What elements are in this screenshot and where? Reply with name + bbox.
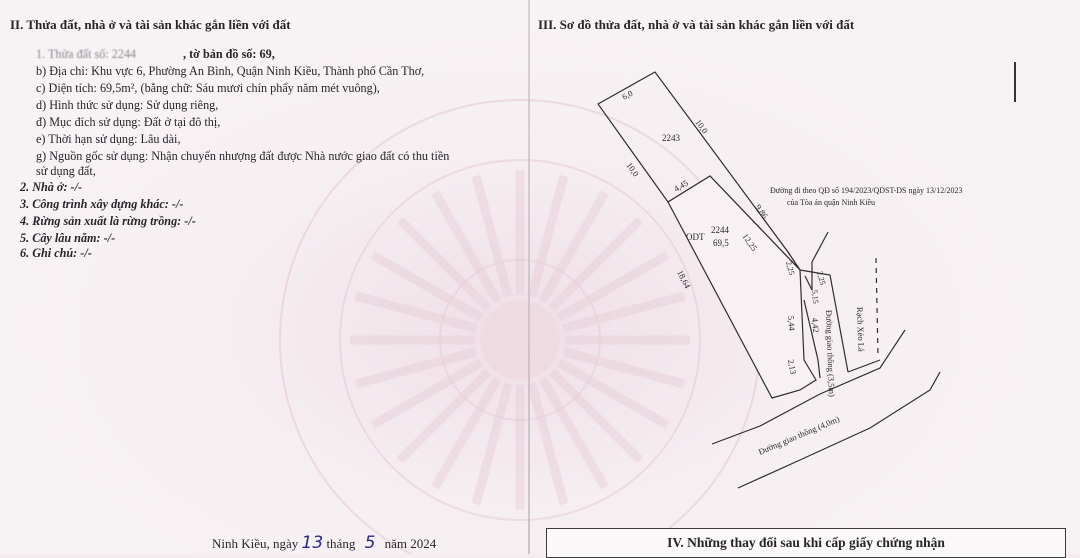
dim-road-side: 5,15 bbox=[810, 289, 821, 305]
issue-month: 5 bbox=[364, 533, 376, 553]
canal-line bbox=[876, 258, 878, 356]
other-construction-line: 3. Công trình xây dựng khác: -/- bbox=[20, 197, 184, 211]
usage-term-line: e) Thời hạn sử dụng: Lâu dài, bbox=[36, 132, 181, 146]
issue-year: năm 2024 bbox=[384, 536, 437, 551]
dim-lower-right: 4,42 bbox=[810, 317, 822, 333]
area-line: c) Diện tích: 69,5m², (bằng chữ: Sáu mươi chín phẩy năm mét vuông), bbox=[36, 81, 380, 95]
small-road-label: Đường giao thông (3,5m) bbox=[824, 309, 838, 398]
issue-date bbox=[212, 533, 436, 553]
court-note-line2: của Tòa án quận Ninh Kiều bbox=[787, 198, 876, 207]
dim-parcel-top: 4,45 bbox=[672, 177, 690, 194]
main-road-label: Đường giao thông (4,0m) bbox=[756, 413, 841, 457]
section-2-title: II. Thửa đất, nhà ở và tài sản khác gắn liền với đất bbox=[10, 17, 291, 32]
planted-forest-line: 4. Rừng sản xuất là rừng trồng: -/- bbox=[20, 214, 196, 228]
map-sheet-line: , tờ bản đồ số: 69, bbox=[183, 47, 275, 61]
origin-line-2: sử dụng đất, bbox=[36, 164, 96, 178]
dim-right-mid: 12,25 bbox=[740, 231, 760, 253]
usage-purpose-line: đ) Mục đích sử dụng: Đất ở tại đô thị, bbox=[36, 115, 221, 129]
section-3-title: III. Sơ đồ thửa đất, nhà ở và tài sản khác gắn liền với đất bbox=[538, 17, 855, 32]
note-line: 6. Ghi chú: -/- bbox=[20, 246, 92, 260]
dim-right-short1: 2,25 bbox=[784, 260, 797, 277]
perennial-tree-line: 5. Cây lâu năm: -/- bbox=[20, 231, 116, 245]
parcel-2243-label: 2243 bbox=[662, 133, 680, 143]
section-4-title: IV. Những thay đổi sau khi cấp giấy chứng nhận bbox=[667, 535, 945, 550]
dim-top: 6,0 bbox=[620, 87, 635, 102]
dim-lower-left: 5,44 bbox=[786, 315, 798, 331]
area-label: 69,5 bbox=[713, 238, 729, 248]
address-line: b) Địa chỉ: Khu vực 6, Phường An Bình, Quận Ninh Kiều, Thành phố Cần Thơ, bbox=[36, 64, 425, 78]
house-line: 2. Nhà ở: -/- bbox=[20, 180, 83, 194]
dim-upper-left: 10,0 bbox=[624, 160, 642, 179]
origin-line: g) Nguồn gốc sử dụng: Nhận chuyển nhượng đất được Nhà nước giao đất có thu tiền bbox=[36, 149, 450, 163]
land-type-label: ODT bbox=[686, 232, 705, 242]
dim-bottom: 2,13 bbox=[786, 358, 799, 375]
dim-upper-right: 10,0 bbox=[693, 117, 711, 136]
usage-form-line: d) Hình thức sử dụng: Sử dụng riêng, bbox=[36, 98, 219, 112]
canal-label: Rạch Xẻo Lá bbox=[855, 306, 867, 352]
issue-day: 13 bbox=[301, 533, 324, 553]
issue-place: Ninh Kiều, ngày bbox=[212, 536, 299, 551]
dim-right-short2: 2,25 bbox=[815, 270, 828, 287]
note-leader-tip bbox=[805, 276, 812, 290]
parcel-number-line: 1. Thửa đất số: 2244 bbox=[36, 47, 137, 61]
dim-right-upper: 9,86 bbox=[753, 202, 771, 221]
dim-left-long: 18,64 bbox=[675, 268, 693, 290]
small-road-edge bbox=[800, 270, 848, 372]
court-note-line1: Đường đi theo QĐ số 194/2023/QDST-DS ngày 13/12/2023 bbox=[770, 186, 963, 195]
month-label: tháng bbox=[326, 536, 356, 551]
parcel-2244-label: 2244 bbox=[711, 225, 729, 235]
